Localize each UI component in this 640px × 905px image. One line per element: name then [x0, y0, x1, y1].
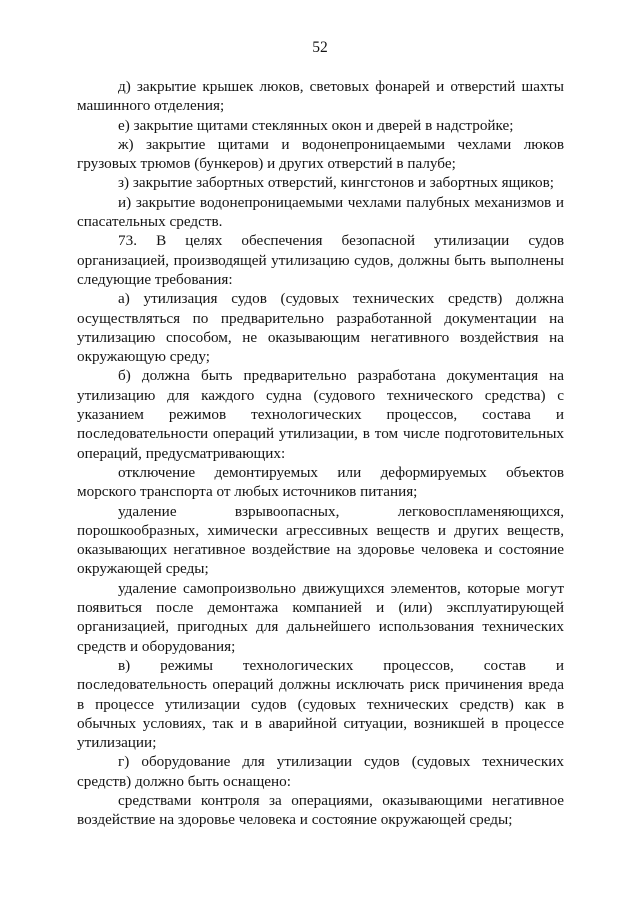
paragraph-e: е) закрытие щитами стеклянных окон и дверей в надстройке; [118, 116, 514, 134]
paragraph-73-a: а) утилизация судов (судовых технических средств) должна осуществляться по предварительно разработанной документации на утилизацию способом, не оказывающим негативного воздействия на окружающую среду; [77, 290, 564, 366]
paragraph-73-b-item-2: удаление взрывоопасных, легковоспламеняющихся, порошкообразных, химически агрессивных веществ и других веществ, оказывающих негативное воздействие на здоровье человека и состояние окружающей среды; [77, 502, 564, 578]
paragraph-73-g: г) оборудование для утилизации судов (судовых технических средств) должно быть оснащено: [77, 753, 564, 790]
paragraph-73-b-item-3: удаление самопроизвольно движущихся элементов, которые могут появиться после демонтажа компанией и (или) эксплуатирующей организацией, пригодных для дальнейшего использования технических средств и оборудования; [77, 579, 564, 655]
paragraph-i: и) закрытие водонепроницаемыми чехлами палубных механизмов и спасательных средств. [77, 193, 564, 231]
paragraph-d: д) закрытие крышек люков, световых фонарей и отверстий шахты машинного отделения; [77, 78, 564, 115]
paragraph-73-g-item-1: средствами контроля за операциями, оказывающими негативное воздействие на здоровье человека и состояние окружающей среды; [77, 791, 564, 829]
paragraph-zh: ж) закрытие щитами и водонепроницаемыми чехлами люков грузовых трюмов (бункеров) и других отверстий в палубе; [77, 135, 564, 173]
paragraph-73-b-item-1: отключение демонтируемых или деформируемых объектов морского транспорта от любых источников питания; [77, 463, 564, 501]
document-body [77, 77, 564, 830]
paragraph-73: 73. В целях обеспечения безопасной утилизации судов организацией, производящей утилизацию судов, должны быть выполнены следующие требования: [77, 232, 564, 288]
page-number: 52 [312, 39, 328, 56]
paragraph-z: з) закрытие забортных отверстий, кингстонов и забортных ящиков; [118, 174, 555, 192]
paragraph-73-v: в) режимы технологических процессов, состав и последовательность операций должны исключать риск причинения вреда в процессе утилизации судов (судовых технических средств) как в обычных условиях, так и в аварийной ситуации, возникшей в процессе утилизации; [77, 656, 564, 752]
paragraph-73-b: б) должна быть предварительно разработана документация на утилизацию для каждого судна (судового технического средства) с указанием режимов технологических процессов, состава и последовательности операций утилизации, в том числе подготовительных операций, предусматривающих: [77, 367, 564, 462]
